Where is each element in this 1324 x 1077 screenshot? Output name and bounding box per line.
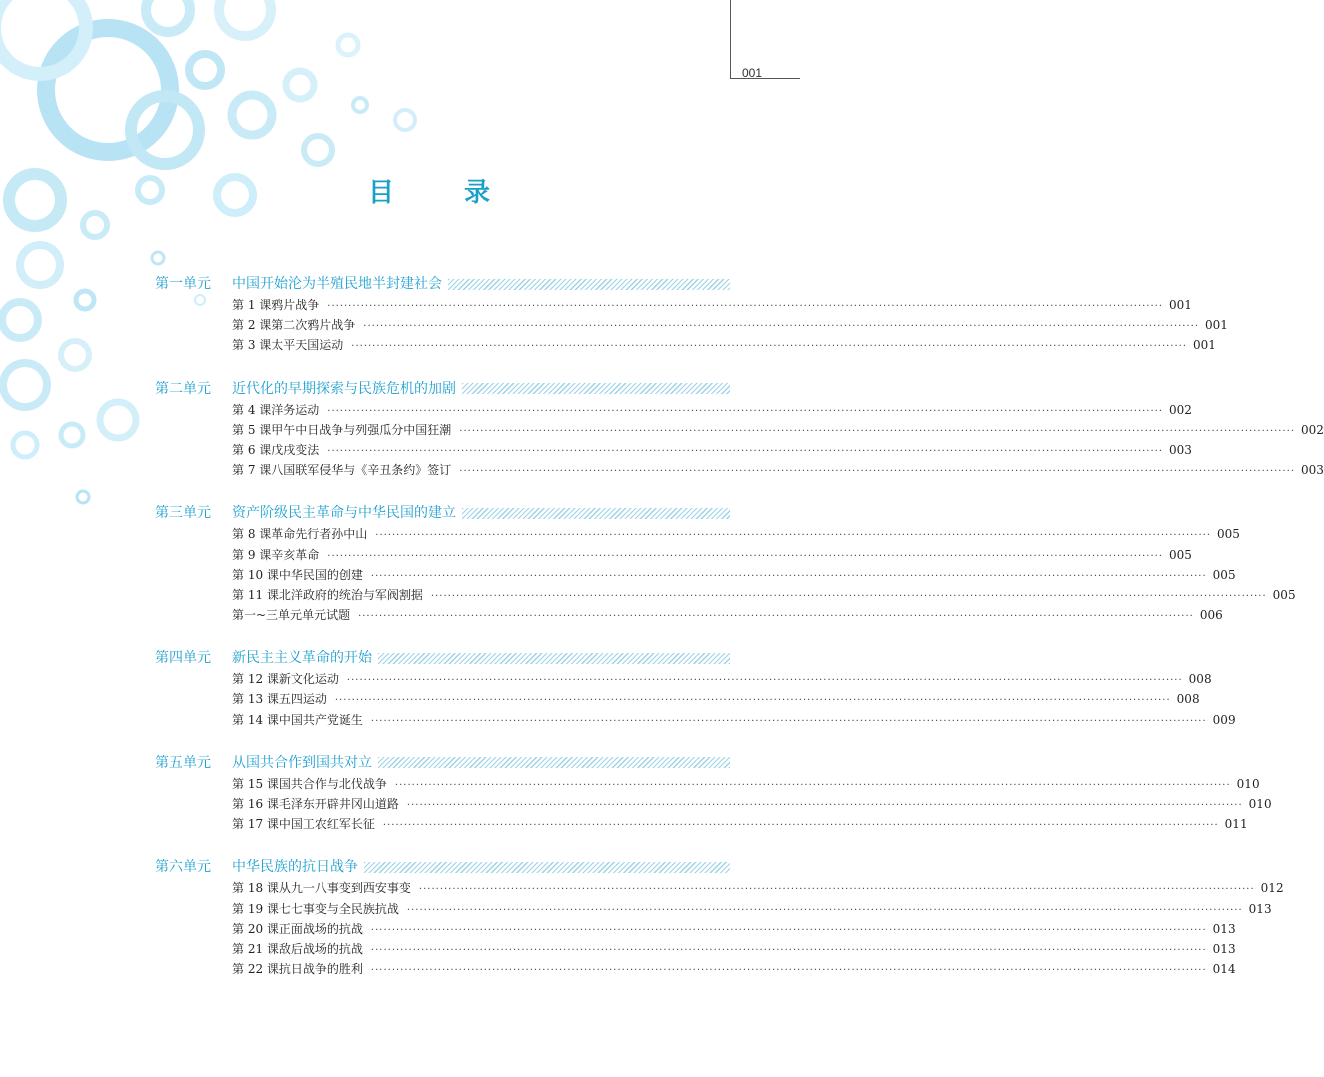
unit-header [155,853,730,879]
lesson-number: 第 4 课 [232,402,272,417]
lesson-page: 012 [1260,881,1284,896]
leader-dots: ········································································································································································································ [358,611,1194,623]
lesson-number: 第一~三单元 [232,608,303,623]
lesson-page: 008 [1176,692,1200,707]
leader-dots: ········································································································································································································ [459,466,1296,478]
lesson-title: 洋务运动 [271,402,320,417]
lesson-page: 003 [1301,463,1324,478]
lesson-title: 单元试题 [302,608,351,623]
lesson-number: 第 17 课 [232,817,279,832]
toc-entry[interactable] [232,401,1192,421]
lesson-number: 第 16 课 [232,797,279,811]
lesson-page: 005 [1272,587,1296,602]
lesson-title: 正面战场的抗战 [278,921,363,936]
lesson-page: 013 [1248,901,1272,916]
toc-entry[interactable] [232,525,1240,545]
page-number: 001 [742,66,763,80]
unit-label: 第三单元 [155,505,211,522]
unit-header [155,749,730,775]
lesson-page: 001 [1193,338,1216,353]
toc-entry[interactable] [232,316,1228,336]
leader-dots: ········································································································································································································ [351,341,1188,353]
lesson-page: 014 [1212,962,1236,977]
lesson-number: 第 1 课 [232,298,272,312]
leader-dots: ········································································································································································································ [327,550,1164,562]
lesson-number: 第 22 课 [232,962,279,977]
toc-entry[interactable] [232,920,1236,940]
lesson-page: 001 [1205,318,1228,333]
lesson-title: 第二次鸦片战争 [271,318,356,333]
lesson-number: 第 18 课 [232,881,279,896]
lesson-number: 第 21 课 [232,941,279,956]
header-vertical-rule [730,0,731,78]
leader-dots: ········································································································································································································ [375,530,1212,542]
lesson-page: 005 [1212,567,1236,582]
leader-dots: ········································································································································································································ [370,570,1207,582]
lesson-page: 013 [1212,941,1236,956]
leader-dots: ········································································································································································································ [370,944,1207,956]
toc-entry[interactable] [232,670,1212,690]
lesson-page: 006 [1199,608,1223,623]
lesson-number: 第 7 课 [232,463,272,478]
toc-unit [155,749,1272,836]
unit-title: 中华民族的抗日战争 [232,859,358,876]
lesson-number: 第 10 课 [232,567,279,582]
lesson-number: 第 19 课 [232,901,279,916]
lesson-number: 第 6 课 [232,442,272,457]
lesson-title: 七七事变与全民族抗战 [278,901,399,916]
lesson-page: 013 [1212,921,1236,936]
leader-dots: ········································································································································································································ [382,820,1219,832]
lesson-number: 第 13 课 [232,692,279,707]
lesson-title: 戊戌变法 [271,442,320,457]
lesson-number: 第 15 课 [232,776,279,791]
leader-dots: ········································································································································································································ [327,405,1164,417]
lesson-number: 第 2 课 [232,318,272,333]
toc-entry[interactable] [232,296,1192,316]
lesson-title: 中华民国的创建 [278,567,363,582]
lesson-title: 中国工农红军长征 [278,817,375,832]
unit-label: 第六单元 [155,859,211,876]
lesson-title: 八国联军侵华与《辛丑条约》签订 [271,463,452,478]
toc-unit [155,499,1296,626]
lesson-number: 第 3 课 [232,338,272,353]
lesson-page: 005 [1217,527,1240,542]
lesson-title: 敌后战场的抗战 [278,941,363,956]
lesson-page: 002 [1169,402,1192,417]
unit-hatch-rule [378,653,730,664]
lesson-title: 甲午中日战争与列强瓜分中国狂潮 [271,422,452,437]
toc-entry[interactable] [232,775,1260,795]
leader-dots: ········································································································································································································ [406,904,1243,916]
leader-dots: ········································································································································································································ [394,779,1231,791]
toc-entry[interactable] [232,690,1200,710]
lesson-page: 009 [1212,712,1236,727]
leader-dots: ········································································································································································································ [327,445,1164,457]
leader-dots: ········································································································································································································ [370,715,1207,727]
leader-dots: ········································································································································································································ [327,301,1164,312]
unit-hatch-rule [378,757,730,768]
lesson-title: 太平天国运动 [271,338,344,353]
leader-dots: ········································································································································································································ [406,800,1243,811]
leader-dots: ········································································································································································································ [418,884,1255,896]
lesson-title: 北洋政府的统治与军阀割据 [278,587,423,602]
unit-hatch-rule [448,279,730,290]
toc-entry[interactable] [232,441,1192,461]
toc-entry[interactable] [232,461,1324,481]
unit-hatch-rule [364,862,730,873]
lesson-page: 010 [1236,776,1260,791]
lesson-number: 第 12 课 [232,672,279,687]
toc-entry[interactable] [232,606,1223,626]
unit-label: 第五单元 [155,754,211,771]
lesson-title: 新文化运动 [278,672,339,687]
lesson-number: 第 20 课 [232,921,279,936]
lesson-title: 毛泽东开辟井冈山道路 [278,797,399,811]
toc-entry[interactable] [232,795,1272,815]
header-horizontal-rule [730,78,800,79]
leader-dots: ········································································································································································································ [334,695,1171,707]
leader-dots: ········································································································································································································ [459,425,1296,437]
toc-entry[interactable] [232,421,1324,441]
toc-unit [155,853,1284,980]
unit-label: 第一单元 [155,276,211,292]
toc-entry[interactable] [232,815,1248,835]
unit-header [155,499,730,525]
unit-title: 中国开始沦为半殖民地半封建社会 [232,276,442,292]
lesson-title: 革命先行者孙中山 [271,527,368,542]
leader-dots: ········································································································································································································ [370,924,1207,936]
lesson-title: 五四运动 [278,692,327,707]
lesson-title: 从九一八事变到西安事变 [278,881,411,896]
toc-unit [155,375,1324,482]
lesson-title: 国共合作与北伐战争 [278,776,387,791]
leader-dots: ········································································································································································································ [370,965,1207,977]
lesson-page: 008 [1188,672,1212,687]
toc-title: 目 录 [367,178,512,208]
unit-header [155,375,730,401]
toc-entry[interactable] [232,960,1236,980]
toc-entry[interactable] [232,940,1236,960]
unit-header [155,270,730,296]
lesson-number: 第 14 课 [232,712,279,727]
lesson-number: 第 9 课 [232,547,272,562]
lesson-number: 第 8 课 [232,527,272,542]
leader-dots: ········································································································································································································ [363,321,1200,333]
toc-entry[interactable] [232,566,1236,586]
unit-title: 资产阶级民主革命与中华民国的建立 [232,505,456,522]
toc-unit [155,270,1228,357]
lesson-page: 005 [1169,547,1192,562]
toc-entry[interactable] [232,879,1284,899]
lesson-title: 鸦片战争 [271,298,320,312]
toc-entry[interactable] [232,336,1216,356]
unit-title: 近代化的早期探索与民族危机的加剧 [232,380,456,397]
lesson-title: 中国共产党诞生 [278,712,363,727]
lesson-number: 第 5 课 [232,422,272,437]
toc-entry[interactable] [232,586,1296,606]
unit-label: 第二单元 [155,380,211,397]
unit-title: 新民主主义革命的开始 [232,650,372,667]
unit-title: 从国共合作到国共对立 [232,754,372,771]
unit-header [155,644,730,670]
table-of-contents [155,270,1324,998]
unit-hatch-rule [462,508,730,519]
unit-label: 第四单元 [155,650,211,667]
unit-hatch-rule [462,383,730,394]
toc-entry[interactable] [232,711,1236,731]
toc-unit [155,644,1236,731]
lesson-page: 010 [1248,797,1272,811]
lesson-number: 第 11 课 [232,587,279,602]
lesson-title: 抗日战争的胜利 [278,962,363,977]
lesson-page: 001 [1169,298,1192,312]
lesson-title: 辛亥革命 [271,547,320,562]
lesson-page: 002 [1301,422,1324,437]
toc-entry[interactable] [232,546,1192,566]
leader-dots: ········································································································································································································ [430,590,1267,602]
toc-entry[interactable] [232,900,1272,920]
lesson-page: 003 [1169,442,1192,457]
lesson-page: 011 [1224,817,1248,832]
leader-dots: ········································································································································································································ [346,675,1183,687]
